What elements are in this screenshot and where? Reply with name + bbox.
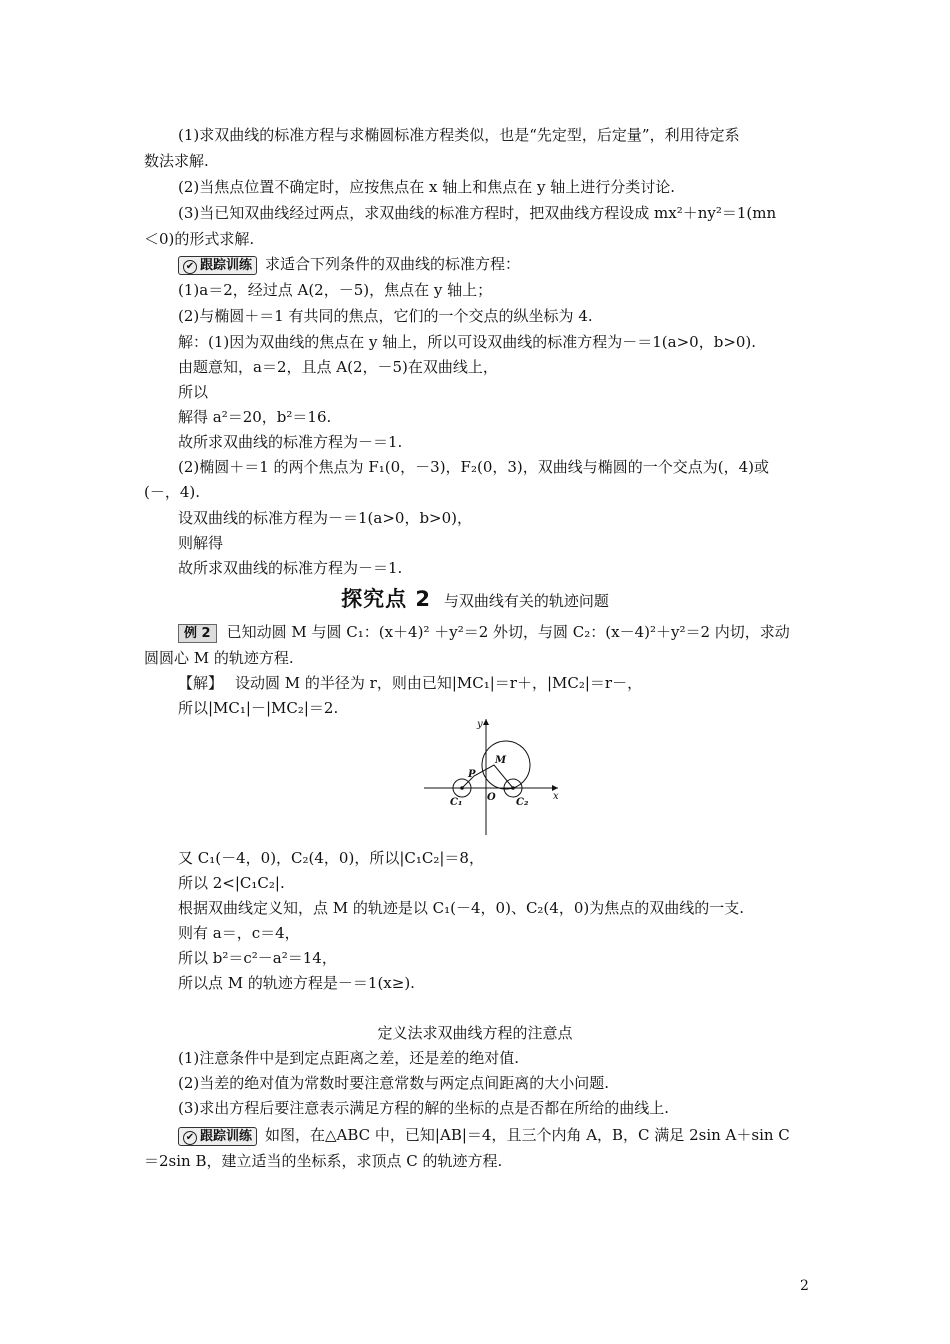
tip-line: 数法求解. [144, 152, 209, 170]
section-subtitle: 与双曲线有关的轨迹问题 [443, 592, 609, 610]
label-y: y [477, 719, 483, 730]
text-line: 故所求双曲线的标准方程为－＝1. [178, 559, 403, 577]
text-line: (2)椭圆＋＝1 的两个焦点为 F₁(0，－3)，F₂(0，3)，双曲线与椭圆的一个交点为(，4)或 [178, 458, 770, 476]
text-line: 解得 a²＝20，b²＝16. [178, 408, 332, 426]
tip-line: ＜0)的形式求解. [144, 230, 255, 248]
page-number: 2 [800, 1278, 809, 1294]
tips-title: 定义法求双曲线方程的注意点 [377, 1024, 573, 1042]
text-line: 又 C₁(－4，0)，C₂(4，0)，所以|C₁C₂|＝8， [178, 849, 484, 867]
section-title: 探究点 2 [341, 587, 432, 611]
solution-line [178, 673, 642, 693]
text-line: 则解得 [178, 534, 224, 552]
tip-line: (3)当已知双曲线经过两点，求双曲线的标准方程时，把双曲线方程设成 mx²＋ny²＝1(mn [178, 204, 777, 222]
point-c1 [460, 786, 464, 790]
text-line: 所以 [178, 383, 209, 401]
tip-line: (1)注意条件中是到定点距离之差，还是差的绝对值. [178, 1049, 520, 1067]
text-line: 设双曲线的标准方程为－＝1(a>0，b>0)， [178, 509, 473, 527]
solution-label: 【解】 [178, 674, 224, 692]
text-line: 解：(1)因为双曲线的焦点在 y 轴上，所以可设双曲线的标准方程为－＝1(a>0，b>0). [178, 333, 757, 351]
tip-line: (2)当差的绝对值为常数时要注意常数与两定点间距离的大小问题. [178, 1074, 610, 1092]
label-c1: C₁ [450, 797, 463, 808]
label-c2: C₂ [516, 797, 529, 808]
circle-figure [420, 715, 570, 837]
tip-line: (3)求出方程后要注意表示满足方程的解的坐标的点是否都在所给的曲线上. [178, 1099, 670, 1117]
text-line: 所以 2<|C₁C₂|. [178, 874, 285, 892]
example-line: 圆圆心 M 的轨迹方程. [144, 649, 294, 667]
example-badge: 例 2 [178, 624, 217, 643]
follow-prompt: 求适合下列条件的双曲线的标准方程： [265, 255, 521, 273]
text-line: 故所求双曲线的标准方程为－＝1. [178, 433, 403, 451]
follow-training-2 [178, 1125, 790, 1146]
solution-line: 所以|MC₁|－|MC₂|＝2. [178, 699, 339, 717]
text-line: 所以点 M 的轨迹方程是－＝1(x≥). [178, 974, 415, 992]
check-icon: ✔ [183, 260, 197, 274]
text-line: 根据双曲线定义知，点 M 的轨迹是以 C₁(－4，0)、C₂(4，0)为焦点的双曲线的一支. [178, 899, 744, 917]
text-line: (－，4). [144, 483, 201, 501]
y-arrow-icon [483, 719, 489, 725]
text-line: (1)a＝2，经过点 A(2，－5)，焦点在 y 轴上； [178, 281, 493, 299]
section-heading [0, 583, 950, 613]
example-line [178, 622, 790, 643]
label-m: M [495, 755, 507, 766]
tip-line: (1)求双曲线的标准方程与求椭圆标准方程类似，也是“先定型，后定量”，利用待定系 [178, 126, 740, 144]
check-icon: ✔ [183, 1131, 197, 1145]
label-x: x [553, 791, 559, 802]
solution-text: 设动圆 M 的半径为 r，则由已知|MC₁|＝r＋，|MC₂|＝r－， [235, 674, 643, 692]
text-line: 则有 a＝，c＝4， [178, 924, 300, 942]
follow-badge: ✔ 跟踪训练 [178, 1127, 257, 1146]
text-line: 由题意知，a＝2，且点 A(2，－5)在双曲线上， [178, 358, 498, 376]
text-line: (2)与椭圆＋＝1 有共同的焦点，它们的一个交点的纵坐标为 4. [178, 307, 593, 325]
text-line: ＝2sin B，建立适当的坐标系，求顶点 C 的轨迹方程. [144, 1152, 503, 1170]
tip-line: (2)当焦点位置不确定时，应按焦点在 x 轴上和焦点在 y 轴上进行分类讨论. [178, 178, 676, 196]
follow-badge: ✔ 跟踪训练 [178, 256, 257, 275]
point-c2 [511, 786, 515, 790]
follow-training-1 [178, 254, 520, 275]
label-p: P [468, 769, 476, 780]
example-text: 已知动圆 M 与圆 C₁：(x＋4)² ＋y²＝2 外切，与圆 C₂：(x－4)²＋y²＝2 内切，求动 [226, 623, 790, 641]
text-line: 所以 b²＝c²－a²＝14， [178, 949, 337, 967]
label-o: O [487, 792, 496, 803]
follow-text: 如图，在△ABC 中，已知|AB|＝4，且三个内角 A，B，C 满足 2sin A＋sin C [265, 1126, 790, 1144]
